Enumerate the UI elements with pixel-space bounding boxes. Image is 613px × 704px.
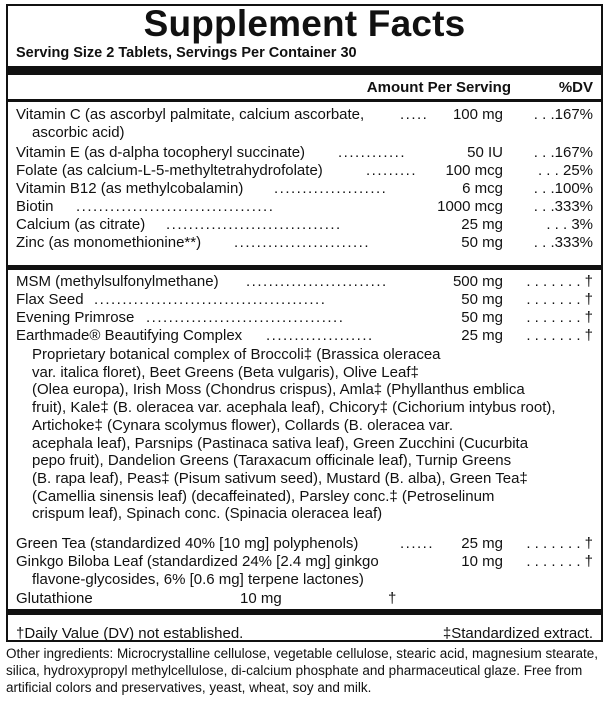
nutrient-name: Ginkgo Biloba Leaf (standardized 24% [2.4 mg] ginkgo: [16, 553, 379, 570]
complex-line: acephala leaf), Parsnips (Pastinaca sativa leaf), Green Zucchini (Cucurbita: [32, 434, 529, 452]
nutrient-name-continued: ascorbic acid): [32, 124, 125, 141]
nutrient-dv: . . . 25%: [537, 162, 593, 179]
bottom-divider: [8, 609, 601, 615]
nutrient-dv: . . . . . . . †: [526, 291, 593, 308]
nutrient-name: MSM (methylsulfonylmethane): [16, 273, 219, 290]
extract-footnote: ‡Standardized extract.: [442, 625, 593, 642]
panel-title: Supplement Facts: [143, 3, 466, 44]
leader-dots: ...............................: [166, 216, 342, 233]
other-ingredients: Other ingredients: Microcrystalline cellulose, vegetable cellulose, stearic acid, magnesium stearate, silica, hydroxypropyl methylcellulose, di-calcium phosphate and pharmaceutical glaze. Free from artificial colors and preservatives, yeast, wheat, soy and milk.: [6, 646, 599, 695]
nutrient-amount: 1000 mcg: [437, 198, 503, 215]
complex-line: pepo fruit), Dandelion Greens (Taraxacum officinale leaf), Turnip Greens: [32, 452, 512, 470]
nutrient-amount: 100 mcg: [445, 162, 503, 179]
nutrient-dv: . . . 3%: [546, 216, 593, 233]
nutrient-name: Zinc (as monomethionine**): [16, 234, 202, 251]
nutrient-amount: 100 mg: [452, 106, 503, 123]
nutrient-amount: 25 mg: [461, 216, 503, 233]
nutrient-amount: 25 mg: [461, 535, 503, 552]
nutrient-dv: . . .167%: [533, 144, 593, 161]
leader-dots: ....................: [274, 180, 388, 197]
nutrient-amount: 25 mg: [461, 327, 503, 344]
nutrient-name: Vitamin B12 (as methylcobalamin): [16, 180, 244, 197]
complex-line: var. italica floret), Beet Greens (Beta vulgaris), Olive Leaf‡: [32, 363, 419, 381]
nutrient-amount: 50 mg: [461, 234, 503, 251]
nutrient-amount: 10 mg: [461, 553, 503, 570]
complex-line: fruit), Kale‡ (B. oleracea var. acephala leaf), Chicory‡ (Cichorium intybus root),: [32, 399, 556, 417]
nutrient-dv: . . . . . . . †: [526, 273, 593, 290]
complex-line: (Camellia sinensis leaf) (decaffeinated), Parsley conc.‡ (Petroselinum: [32, 487, 495, 505]
nutrient-name: Evening Primrose: [16, 309, 135, 326]
supplement-facts-panel: [6, 4, 603, 642]
complex-line: (Olea europa), Irish Moss (Chondrus crispus), Amla‡ (Phyllanthus emblica: [32, 381, 525, 399]
nutrient-name: Vitamin E (as d-alpha tocopheryl succinate): [16, 144, 306, 161]
nutrient-dv: . . . . . . . †: [526, 327, 593, 344]
nutrient-name: Folate (as calcium-L-5-methyltetrahydrofolate): [16, 162, 323, 179]
dv-footnote: †Daily Value (DV) not established.: [16, 625, 244, 642]
nutrient-amount: 6 mcg: [462, 180, 503, 197]
nutrient-dv: . . .333%: [533, 234, 593, 251]
leader-dots: .........................: [246, 273, 388, 290]
complex-line: Artichoke‡ (Cynara scolymus flower), Collards (B. oleracea var.: [32, 416, 453, 434]
complex-line: Proprietary botanical complex of Broccoli‡ (Brassica oleracea: [32, 346, 441, 363]
leader-dots: .........: [366, 162, 418, 179]
nutrient-name: Calcium (as citrate): [16, 216, 146, 233]
nutrient-dv: †: [388, 590, 397, 607]
nutrient-name: Flax Seed: [16, 291, 84, 308]
nutrient-amount: 10 mg: [240, 590, 282, 607]
leader-dots: ...................................: [76, 198, 275, 215]
amount-header: Amount Per Serving: [366, 79, 511, 96]
leader-dots: ............: [338, 144, 407, 161]
nutrient-name: Vitamin C (as ascorbyl palmitate, calcium ascorbate,: [16, 106, 365, 123]
complex-line: (B. rapa leaf), Peas‡ (Pisum sativum seed), Mustard (B. alba), Green Tea‡: [32, 469, 528, 487]
header-divider: [8, 99, 601, 102]
nutrient-name: Glutathione: [16, 590, 93, 607]
nutrient-dv: . . . . . . . †: [526, 309, 593, 326]
thick-divider: [8, 66, 601, 75]
nutrient-dv: . . .333%: [533, 198, 593, 215]
serving-size: Serving Size 2 Tablets, Servings Per Container 30: [16, 45, 357, 61]
leader-dots: ...................: [266, 327, 374, 344]
section-divider: [8, 265, 601, 270]
nutrient-amount: 500 mg: [452, 273, 503, 290]
nutrient-amount: 50 mg: [461, 291, 503, 308]
complex-line: crispum leaf), Spinach conc. (Spinacia oleracea leaf): [32, 505, 383, 523]
nutrient-dv: . . . . . . . †: [526, 535, 593, 552]
nutrient-name: Earthmade® Beautifying Complex: [16, 327, 243, 344]
nutrient-amount: 50 mg: [461, 309, 503, 326]
nutrient-amount: 50 IU: [467, 144, 503, 161]
nutrient-name: Biotin: [16, 198, 54, 215]
nutrient-dv: . . . . . . . †: [526, 553, 593, 570]
leader-dots: .........................................: [94, 291, 327, 308]
leader-dots: ......: [400, 535, 435, 552]
leader-dots: .....: [400, 106, 429, 123]
dv-header: %DV: [558, 79, 593, 96]
nutrient-name-continued: flavone-glycosides, 6% [0.6 mg] terpene lactones): [32, 571, 364, 588]
leader-dots: ...................................: [146, 309, 345, 326]
nutrient-dv: . . .100%: [533, 180, 593, 197]
leader-dots: ........................: [234, 234, 371, 251]
nutrient-dv: . . .167%: [533, 106, 593, 123]
nutrient-name: Green Tea (standardized 40% [10 mg] polyphenols): [16, 535, 359, 552]
